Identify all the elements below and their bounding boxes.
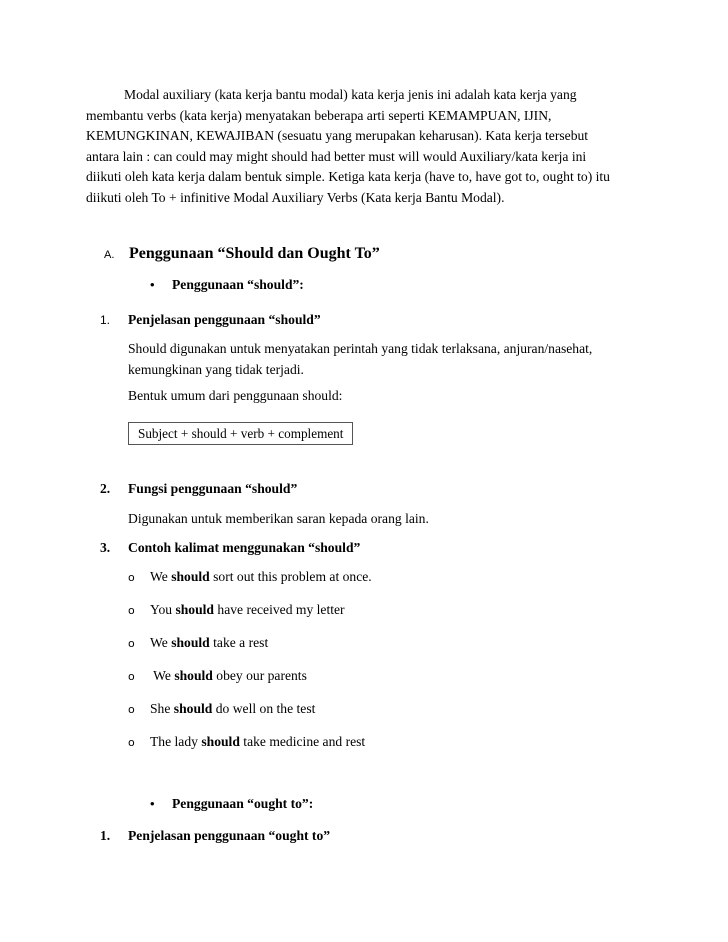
intro-line: diikuti oleh kata kerja dalam bentuk simple. Ketiga kata kerja (have to, have got to, ought to) itu (86, 169, 610, 185)
example-text-before: You (150, 602, 176, 617)
intro-line-text: Modal auxiliary (kata kerja bantu modal) kata kerja jenis ini adalah kata kerja yang (124, 87, 577, 102)
circle-bullet-icon: o (128, 703, 135, 716)
bullet-icon: • (150, 796, 155, 811)
should-item-2-heading (100, 481, 297, 497)
example-text-before: She (150, 701, 174, 716)
item-number: 2. (100, 481, 111, 496)
circle-bullet-icon: o (128, 604, 135, 617)
example-text-after: take medicine and rest (239, 734, 366, 749)
description-line: kemungkinan yang tidak terjadi. (128, 361, 304, 377)
section-a-heading (104, 245, 380, 263)
item-label: Penjelasan penggunaan “should” (128, 312, 321, 327)
should-examples-list (128, 569, 372, 767)
section-a-title: Penggunaan “Should dan Ought To” (129, 245, 380, 262)
circle-bullet-icon: o (128, 670, 135, 683)
intro-paragraph (86, 85, 646, 209)
example-sentence (128, 701, 372, 734)
example-sentence (128, 569, 372, 602)
should-subheading-text: Penggunaan “should”: (172, 277, 304, 292)
example-text-before: We (150, 668, 175, 683)
example-text-after: obey our parents (212, 668, 307, 683)
formula-box (128, 422, 353, 445)
circle-bullet-icon: o (128, 571, 135, 584)
example-sentence (128, 635, 372, 668)
example-text-after: take a rest (209, 635, 269, 650)
example-modal-verb: should (174, 668, 213, 683)
example-sentence (128, 734, 372, 767)
should-item-1-heading (100, 312, 321, 328)
circle-bullet-icon: o (128, 637, 135, 650)
item-label: Contoh kalimat menggunakan “should” (128, 540, 361, 555)
should-form-intro: Bentuk umum dari penggunaan should: (128, 388, 343, 403)
intro-line: KEMUNGKINAN, KEWAJIBAN (sesuatu yang merupakan keharusan). Kata kerja tersebut (86, 128, 589, 144)
circle-bullet-icon: o (128, 736, 135, 749)
item-label: Penjelasan penggunaan “ought to” (128, 828, 331, 843)
section-a-marker: A. (104, 249, 115, 261)
item-label: Fungsi penggunaan “should” (128, 481, 298, 496)
example-text-after: have received my letter (214, 602, 345, 617)
description-line: Should digunakan untuk menyatakan perintah yang tidak terlaksana, anjuran/nasehat, (128, 341, 593, 356)
example-text-before: The lady (150, 734, 202, 749)
intro-line: membantu verbs (kata kerja) menyatakan beberapa arti seperti KEMAMPUAN, IJIN, (86, 107, 552, 123)
example-sentence (128, 602, 372, 635)
example-modal-verb: should (171, 635, 210, 650)
example-modal-verb: should (171, 569, 210, 584)
bullet-icon: • (150, 277, 155, 292)
example-text-before: We (150, 569, 172, 584)
example-text-after: sort out this problem at once. (209, 569, 372, 584)
example-modal-verb: should (173, 701, 213, 716)
should-item-3-heading (100, 540, 360, 556)
example-modal-verb: should (175, 602, 214, 617)
intro-line: diikuti oleh To + infinitive Modal Auxiliary Verbs (Kata kerja Bantu Modal). (86, 189, 505, 205)
intro-line: antara lain : can could may might should had better must will would Auxiliary/kata kerja ini (86, 148, 587, 164)
formula-text: Subject + should + verb + complement (138, 426, 344, 441)
item-number: 1. (100, 828, 111, 843)
should-subheading (150, 277, 304, 293)
item-number: 1. (100, 313, 111, 327)
item-number: 3. (100, 540, 111, 555)
should-function-description: Digunakan untuk memberikan saran kepada orang lain. (128, 511, 429, 526)
ought-to-subheading-text: Penggunaan “ought to”: (172, 796, 314, 811)
ought-to-item-1-heading (100, 828, 330, 844)
example-text-after: do well on the test (212, 701, 316, 716)
should-description (128, 339, 628, 380)
intro-line (86, 85, 646, 106)
example-text-before: We (150, 635, 172, 650)
ought-to-subheading (150, 796, 313, 812)
example-sentence (128, 668, 372, 701)
example-modal-verb: should (201, 734, 240, 749)
